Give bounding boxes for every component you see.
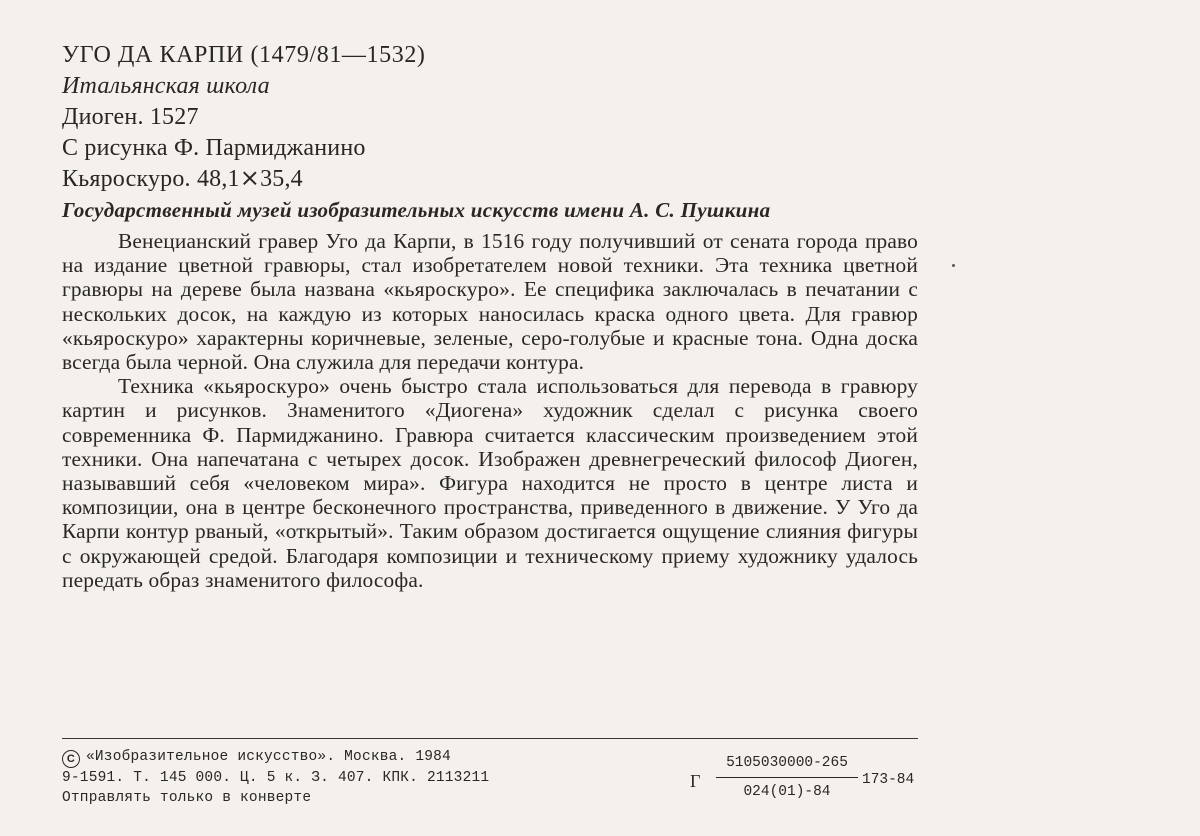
paragraph-2: Техника «кьяроскуро» очень быстро стала использоваться для перевода в гравюру картин и рисунков. Знаменитого «Диогена» художник сделал с рисунка своего современника Ф. Пармиджанино. Гравюра считается классическим произведением этой техники. Она напечатана с четырех досок. Изображен древнегреческий философ Диоген, называвший себя «человеком мира». Фигура находится не просто в центре листа и композиции, она в центре бесконечного пространства, приведенного в движение. У Уго да Карпи контур рваный, «открытый». Таким образом достигается ощущение слияния фигуры с окружающей средой. Благодаря композиции и техническому приему художнику удалось передать образ знаменитого философа. (62, 374, 918, 592)
index-letter: Г (690, 771, 701, 791)
footer-divider (62, 738, 918, 739)
print-speck (952, 264, 955, 267)
description-text (62, 229, 918, 592)
publisher-line (62, 747, 622, 768)
artwork-technique: Кьяроскуро. 48,1⨯35,4 (62, 166, 303, 192)
art-school: Итальянская школа (62, 73, 270, 99)
index-numerator: 5105030000-265 (726, 755, 848, 771)
museum-name: Государственный музей изобразительных искусств имени А. С. Пушкина (62, 198, 771, 222)
paragraph-1: Венецианский гравер Уго да Карпи, в 1516 году получивший от сената города право на издание цветной гравюры, стал изобретателем новой техники. Эта техника цветной гравюры на дереве была названа «кьяроскуро». Ее специфика заключалась в печатании с нескольких досок, на каждую из которых наносилась краска одного цвета. Для гравюр «кьяроскуро» характерны коричневые, зеленые, серо-голубые и красные тона. Одна доска всегда была черной. Она служила для передачи контура. (62, 229, 918, 375)
artwork-name: Диоген. 1527 (62, 104, 199, 130)
catalog-index (690, 755, 930, 815)
print-info: 9-1591. Т. 145 000. Ц. 5 к. З. 407. КПК. 2113211 (62, 770, 490, 786)
imprint (62, 747, 622, 808)
fraction-bar (716, 777, 858, 778)
mailing-note: Отправлять только в конверте (62, 790, 312, 806)
artwork-header (62, 40, 962, 226)
artist-title: УГО ДА КАРПИ (1479/81—1532) (62, 42, 426, 68)
index-code: 173-84 (862, 772, 915, 788)
copyright-icon: С (62, 750, 80, 768)
publisher-text: «Изобразительное искусство». Москва. 1984 (86, 749, 451, 765)
artwork-source: С рисунка Ф. Пармиджанино (62, 135, 366, 161)
index-denominator: 024(01)-84 (743, 784, 831, 800)
